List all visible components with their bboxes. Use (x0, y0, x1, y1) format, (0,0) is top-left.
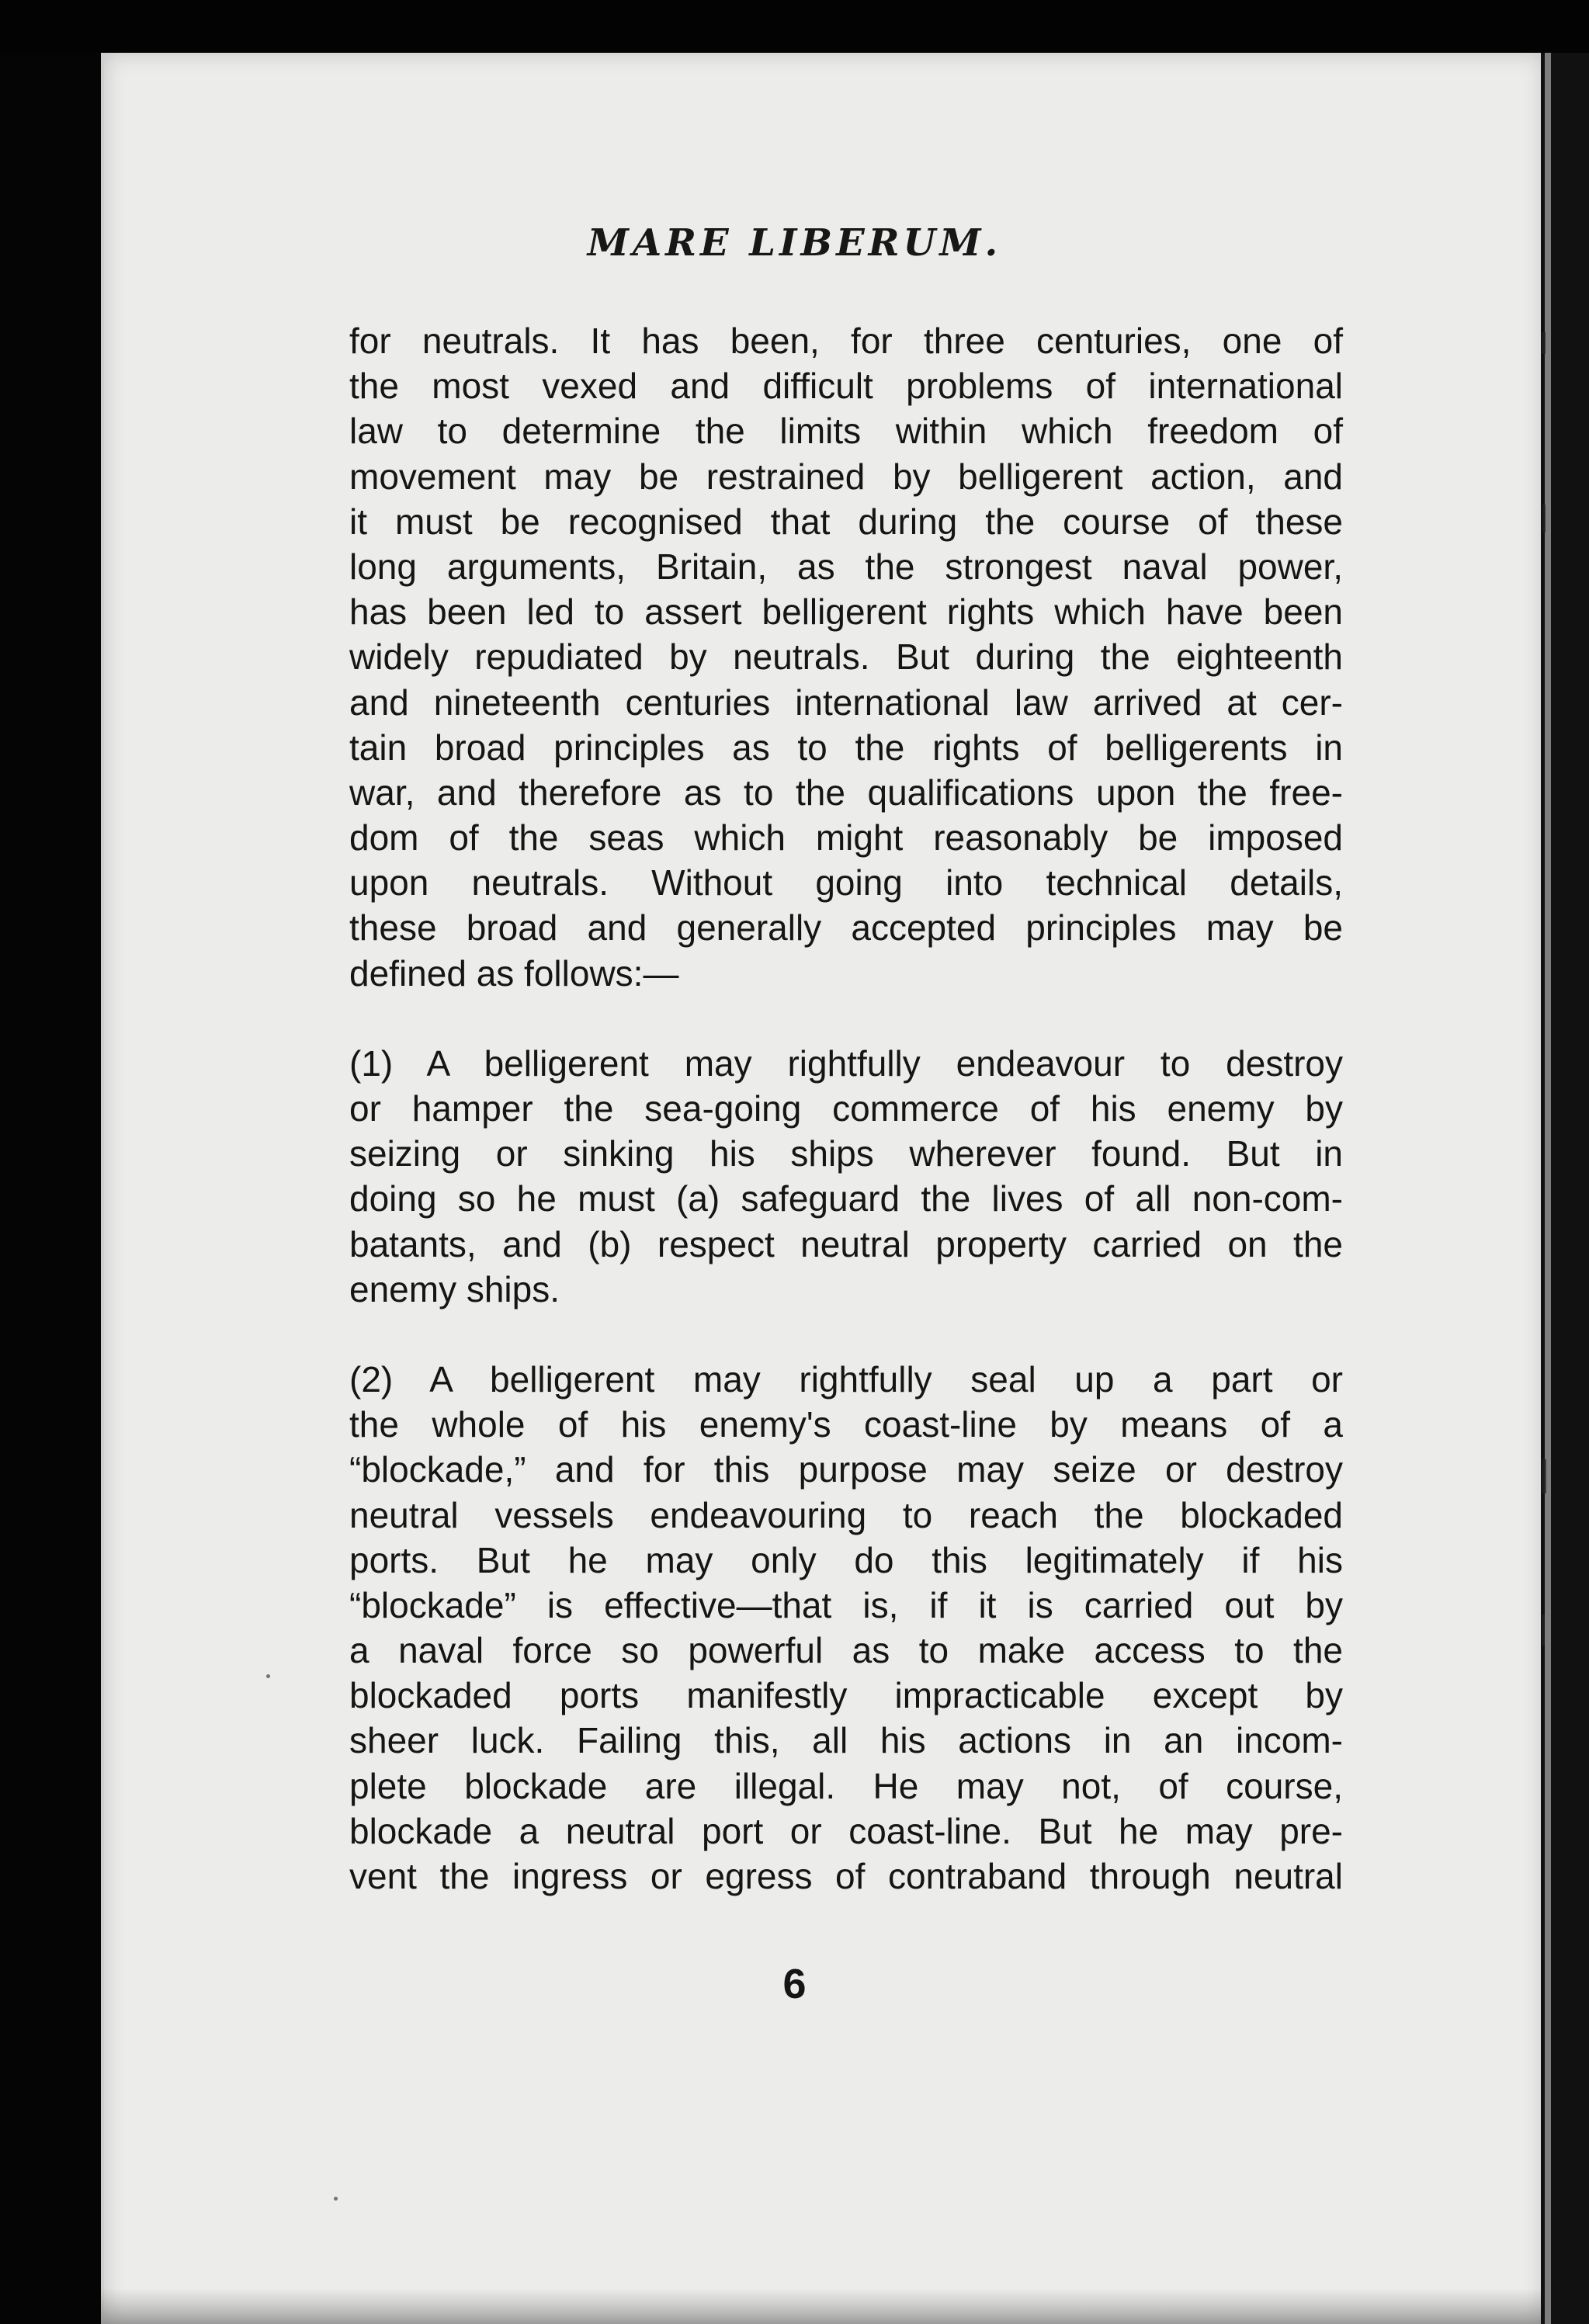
right-margin-mark (1542, 1615, 1545, 1646)
paragraph-1-line: war, and therefore as to the qualifications upon the free- (349, 772, 1343, 813)
paragraph-3-line: a naval force so powerful as to make access to the (349, 1630, 1343, 1671)
paragraph-1-line: it must be recognised that during the course of these (349, 501, 1343, 542)
paragraph-1-line: tain broad principles as to the rights of belligerents in (349, 727, 1343, 768)
paragraph-1-line: movement may be restrained by belligerent action, and (349, 456, 1343, 497)
top-scan-border (0, 0, 1589, 53)
paragraph-3-line: blockaded ports manifestly impracticable except by (349, 1675, 1343, 1716)
scan-speck (334, 2197, 338, 2201)
paragraph-1-line: defined as follows:— (349, 952, 679, 994)
paragraph-2-line: doing so he must (a) safeguard the lives of all non-com- (349, 1178, 1343, 1219)
paragraph-gap (349, 1312, 1343, 1357)
paragraph-3-line: vent the ingress or egress of contraband through neutral (349, 1856, 1343, 1896)
paragraph-1-line: dom of the seas which might reasonably be imposed (349, 817, 1343, 858)
paragraph-2-line: or hamper the sea-going commerce of his enemy by (349, 1088, 1343, 1129)
right-margin-mark (1542, 332, 1546, 354)
paragraph-1-line: and nineteenth centuries international law arrived at cer- (349, 682, 1343, 723)
paragraph-1-line: law to determine the limits within which freedom of (349, 411, 1343, 452)
paragraph-3-line: blockade a neutral port or coast-line. But he may pre- (349, 1810, 1343, 1851)
body-text (349, 318, 1343, 1899)
scan-speck (266, 1674, 270, 1678)
paragraph-1-line: has been led to assert belligerent rights which have been (349, 591, 1343, 633)
paragraph-3-line: sheer luck. Failing this, all his actions in an incom- (349, 1720, 1343, 1761)
paragraph-3-line: neutral vessels endeavouring to reach the blockaded (349, 1494, 1343, 1535)
paragraph-3-line: the whole of his enemy's coast-line by means of a (349, 1404, 1343, 1445)
paragraph-1-line: widely repudiated by neutrals. But during the eighteenth (349, 636, 1343, 678)
paragraph-2-line: batants, and (b) respect neutral property carried on the (349, 1223, 1343, 1264)
paragraph-3-line: “blockade” is effective—that is, if it is carried out by (349, 1584, 1343, 1625)
paragraph-2-line: (1) A belligerent may rightfully endeavour to destroy (349, 1042, 1343, 1084)
right-margin-mark (1542, 505, 1546, 532)
running-head: MARE LIBERUM. (587, 221, 1002, 265)
page-number: 6 (782, 1961, 807, 2007)
paragraph-3-line: (2) A belligerent may rightfully seal up a part or (349, 1358, 1343, 1400)
paragraph-1-line: long arguments, Britain, as the strongest naval power, (349, 546, 1343, 587)
paragraph-3-line: plete blockade are illegal. He may not, of course, (349, 1765, 1343, 1806)
paragraph-2-line: enemy ships. (349, 1268, 560, 1309)
right-margin-mark (1542, 1459, 1546, 1493)
bottom-page-shadow (101, 2288, 1541, 2324)
paragraph-1-line: for neutrals. It has been, for three centuries, one of (349, 321, 1343, 361)
paragraph-3-line: “blockade,” and for this purpose may seize or destroy (349, 1449, 1343, 1490)
paragraph-gap (349, 996, 1343, 1041)
paragraph-3-line: ports. But he may only do this legitimately if his (349, 1539, 1343, 1580)
paragraph-1-line: the most vexed and difficult problems of international (349, 366, 1343, 407)
paragraph-1-line: these broad and generally accepted principles may be (349, 907, 1343, 949)
paragraph-2-line: seizing or sinking his ships wherever found. But in (349, 1133, 1343, 1174)
paragraph-1-line: upon neutrals. Without going into technical details, (349, 862, 1343, 904)
